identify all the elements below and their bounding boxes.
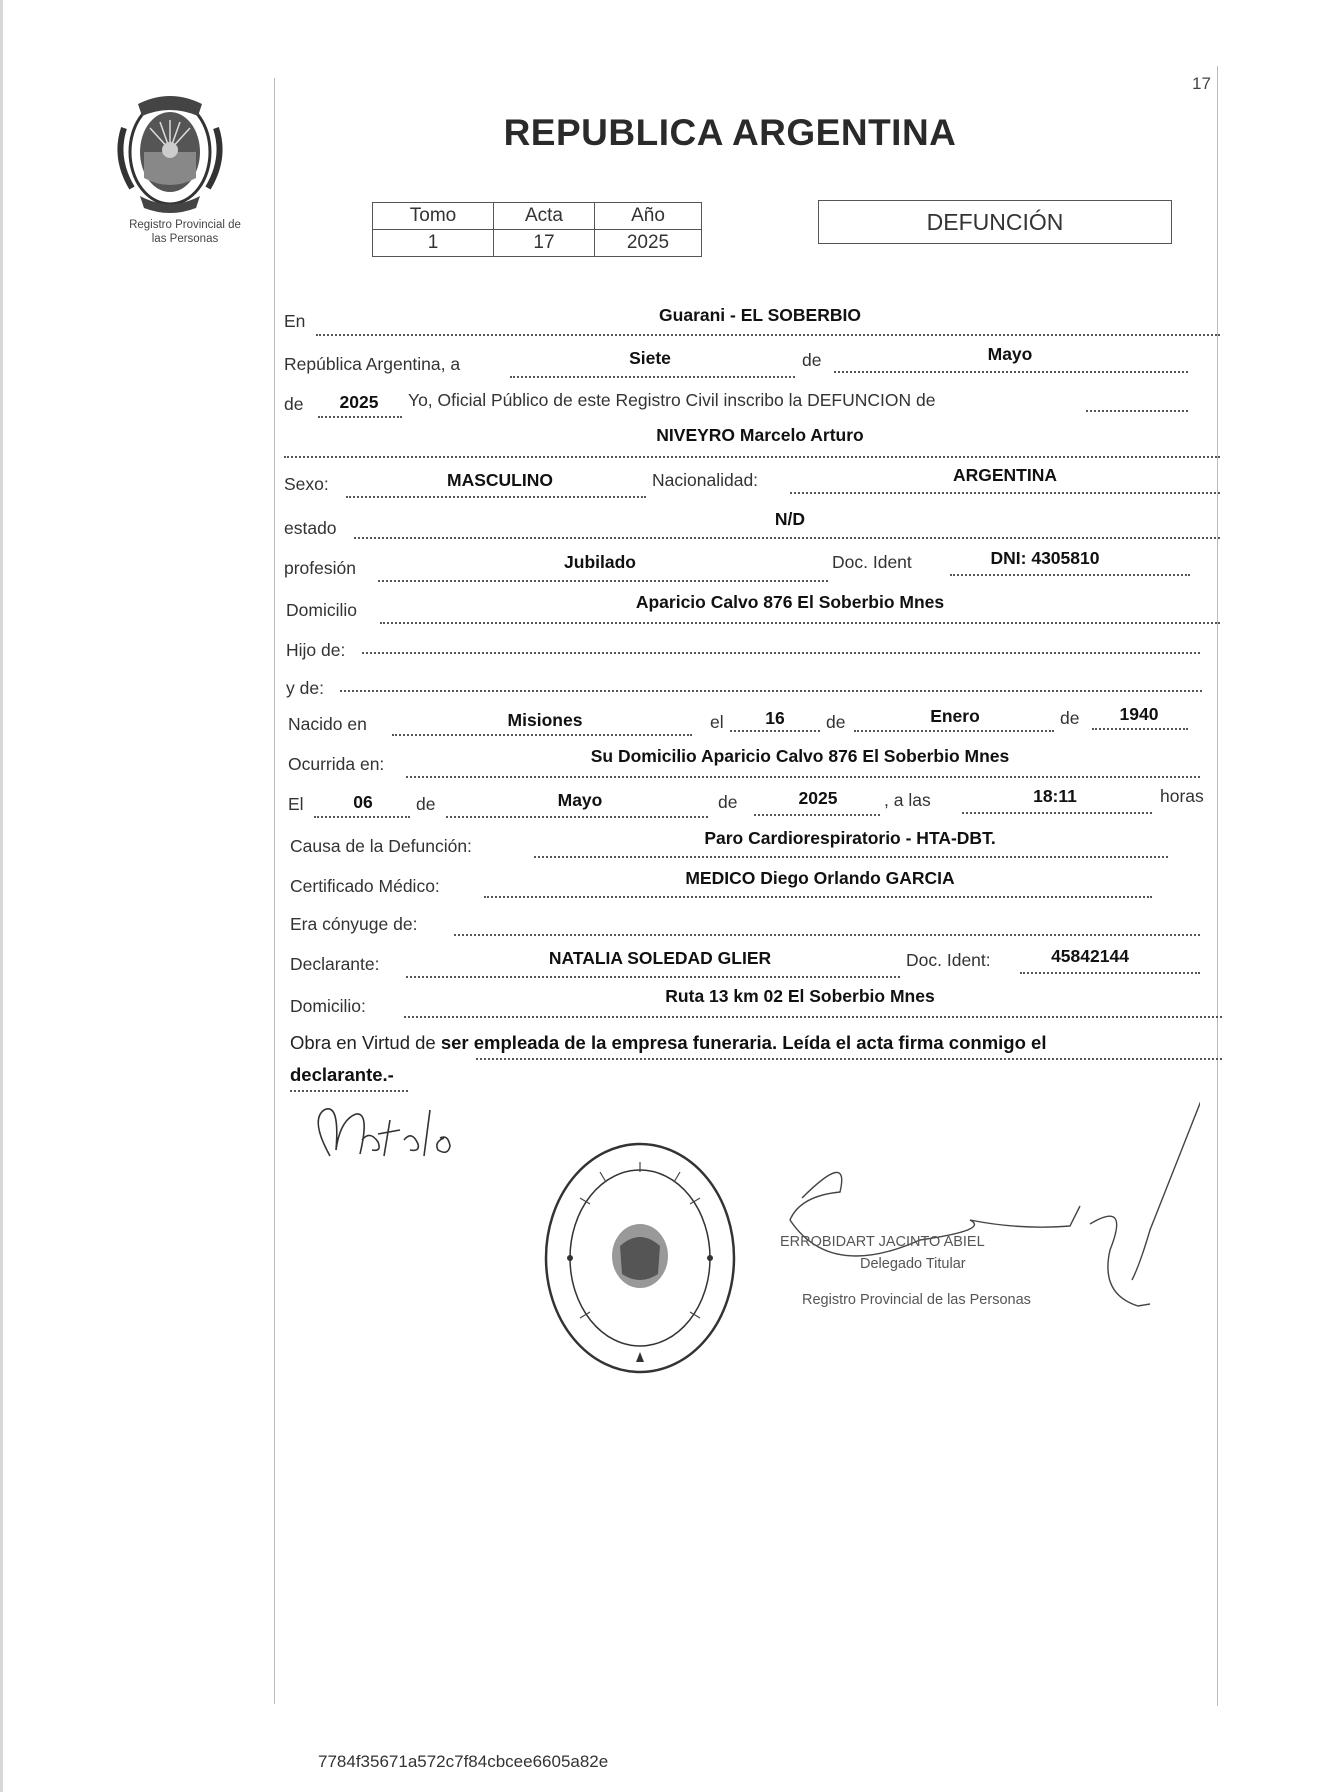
dotted-line (346, 496, 646, 498)
obra-en-virtud-line (290, 1032, 1046, 1054)
field-sexo: MASCULINO (447, 470, 553, 490)
tomo-header: Tomo (373, 203, 494, 230)
field-certificado: MEDICO Diego Orlando GARCIA (685, 868, 955, 888)
label-horas: horas (1160, 786, 1204, 806)
field-profesion: Jubilado (564, 552, 636, 572)
dotted-line (404, 1016, 1222, 1018)
label-ocurrida-en: Ocurrida en: (288, 754, 385, 774)
field-ocurrida: Su Domicilio Aparicio Calvo 876 El Soberbio Mnes (590, 746, 1010, 766)
label-de: de (802, 350, 822, 370)
dotted-line (314, 816, 410, 818)
dotted-line (378, 580, 828, 582)
official-name: ERROBIDART JACINTO ABIEL (780, 1234, 985, 1250)
field-nombre: NIVEYRO Marcelo Arturo (656, 425, 864, 445)
label-profesion: profesión (284, 558, 356, 578)
registry-table (372, 202, 702, 257)
label-estado: estado (284, 518, 337, 538)
field-declarante-doc: 45842144 (1051, 946, 1129, 966)
official-role: Delegado Titular (860, 1256, 966, 1272)
field-muerte-dia: 06 (353, 792, 373, 812)
field-mes: Mayo (987, 344, 1033, 364)
dotted-line (380, 622, 1220, 624)
obra-continuation-line (290, 1064, 394, 1086)
label-doc-ident: Doc. Ident (832, 552, 912, 572)
page-title: REPUBLICA ARGENTINA (503, 112, 957, 153)
acta-value: 17 (494, 230, 595, 257)
label-a-las: , a las (884, 790, 931, 810)
anio-value: 2025 (595, 230, 702, 257)
official-org: Registro Provincial de las Personas (802, 1292, 1031, 1308)
dotted-line (534, 856, 1168, 858)
dotted-line (730, 730, 820, 732)
field-obra-1: ser empleada de la empresa funeraria. Leída el acta firma conmigo el (440, 1032, 1047, 1053)
anio-header: Año (595, 203, 702, 230)
dotted-line (476, 1058, 1222, 1060)
dotted-line (754, 814, 880, 816)
field-nacido-anio: 1940 (1119, 704, 1159, 724)
field-nacido-mes: Enero (930, 706, 980, 726)
dotted-line (454, 934, 1200, 936)
field-declarante-domicilio: Ruta 13 km 02 El Soberbio Mnes (665, 986, 935, 1006)
logo-caption: Registro Provincial de las Personas (129, 219, 241, 245)
label-causa: Causa de la Defunción: (290, 836, 472, 856)
label-conyuge: Era cónyuge de: (290, 914, 418, 934)
label-yo: Yo, Oficial Público de este Registro Civil inscribo la DEFUNCION de (408, 390, 936, 410)
dotted-line (316, 334, 1220, 336)
page-number: 17 (1192, 74, 1211, 93)
field-dia: Siete (629, 348, 671, 368)
dotted-line (510, 376, 795, 378)
dotted-line (854, 730, 1054, 732)
label-de: de (826, 712, 846, 732)
field-declarante: NATALIA SOLEDAD GLIER (548, 948, 772, 968)
label-de: de (284, 394, 304, 414)
acta-header: Acta (494, 203, 595, 230)
label-obra: Obra en Virtud de (290, 1032, 436, 1053)
field-muerte-mes: Mayo (557, 790, 603, 810)
registry-seal-stamp (540, 1138, 740, 1378)
scan-edge (0, 0, 3, 1792)
dotted-line (950, 574, 1190, 576)
label-doc-ident2: Doc. Ident: (906, 950, 991, 970)
dotted-line (318, 416, 402, 418)
document-hash: 7784f35671a572c7f84cbcee6605a82e (318, 1752, 609, 1771)
tomo-value: 1 (373, 230, 494, 257)
dotted-line (340, 690, 1202, 692)
field-nacionalidad: ARGENTINA (952, 465, 1058, 485)
field-causa: Paro Cardiorespiratorio - HTA-DBT. (704, 828, 996, 848)
label-en: En (284, 311, 306, 331)
label-y-de: y de: (286, 678, 324, 698)
label-hijo-de: Hijo de: (286, 640, 346, 660)
label-nacionalidad: Nacionalidad: (652, 470, 759, 490)
label-de: de (416, 794, 436, 814)
label-certificado: Certificado Médico: (290, 876, 440, 896)
label-domicilio2: Domicilio: (290, 996, 366, 1016)
dotted-line (362, 652, 1200, 654)
dotted-line (1086, 410, 1188, 412)
label-de: de (718, 792, 738, 812)
label-el: El (288, 794, 304, 814)
right-margin-rule (1217, 66, 1218, 1706)
label-declarante: Declarante: (290, 954, 380, 974)
label-domicilio: Domicilio (286, 600, 357, 620)
dotted-line (962, 812, 1152, 814)
field-muerte-anio: 2025 (798, 788, 838, 808)
field-domicilio: Aparicio Calvo 876 El Soberbio Mnes (635, 592, 945, 612)
field-lugar: Guarani - EL SOBERBIO (659, 305, 861, 325)
field-estado: N/D (774, 509, 806, 529)
label-republica: República Argentina, a (284, 354, 461, 374)
dotted-line (484, 896, 1152, 898)
field-obra-2: declarante.- (290, 1064, 394, 1085)
dotted-line (406, 976, 900, 978)
dotted-line (392, 734, 692, 736)
label-nacido-en: Nacido en (288, 714, 367, 734)
label-sexo: Sexo: (284, 474, 329, 494)
dotted-line (834, 371, 1188, 373)
dotted-line (790, 492, 1220, 494)
field-hora: 18:11 (1033, 786, 1077, 806)
document-type-box: DEFUNCIÓN (818, 200, 1172, 244)
field-doc: DNI: 4305810 (990, 548, 1100, 568)
left-margin-rule (274, 78, 275, 1704)
field-anio: 2025 (339, 392, 379, 412)
dotted-line (1020, 972, 1200, 974)
field-nacido-dia: 16 (765, 708, 785, 728)
dotted-line (406, 776, 1200, 778)
dotted-line (446, 816, 708, 818)
dotted-line (354, 537, 1220, 539)
dotted-line (1092, 728, 1188, 730)
dotted-line (284, 456, 1220, 458)
declarante-signature (300, 1090, 500, 1180)
field-nacido-lugar: Misiones (507, 710, 583, 730)
label-de: de (1060, 708, 1080, 728)
label-el: el (710, 712, 724, 732)
